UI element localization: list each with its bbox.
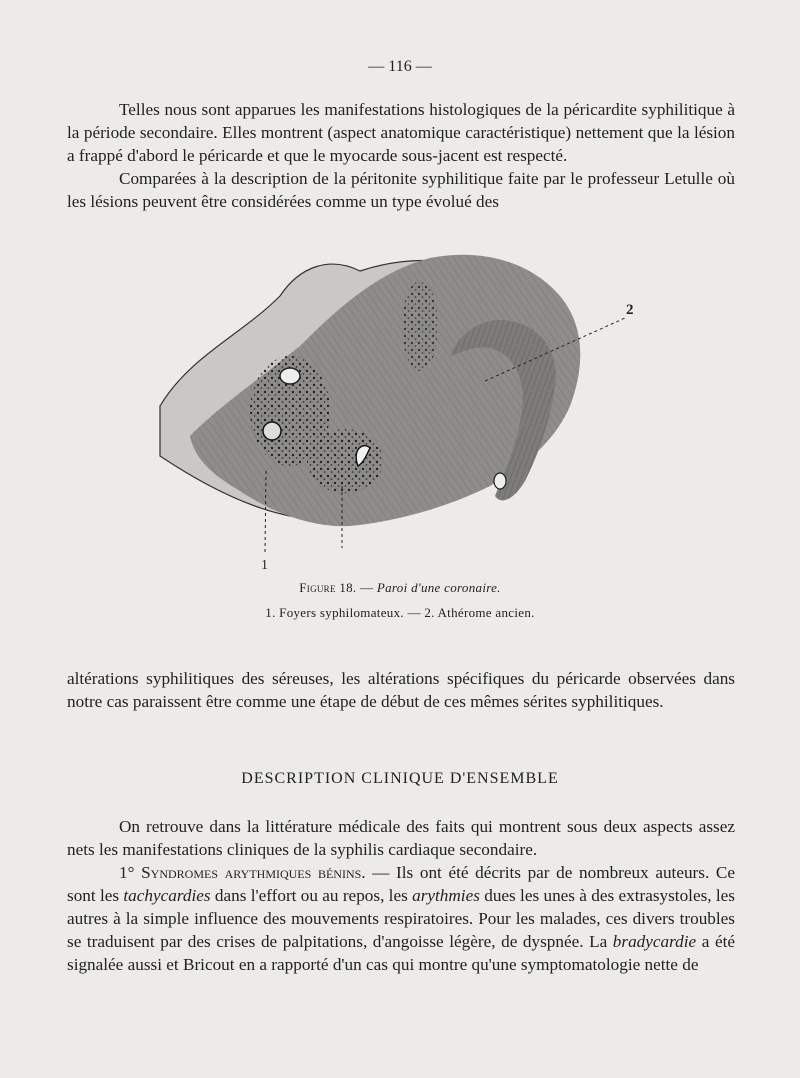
emphasis: tachycardies: [123, 886, 211, 905]
figure-caption-title: Paroi d'une coronaire.: [376, 580, 501, 595]
page-number: — 116 —: [368, 58, 432, 75]
subsection-title: Syndromes arythmiques bénins.: [141, 863, 366, 882]
figure-legend: 1. Foyers syphilomateux. — 2. Athérome ancien.: [265, 605, 535, 620]
paragraph: altérations syphilitiques des séreuses, les altérations spécifiques du péricarde observées dans notre cas paraissent être comme une étape de début de ces mêmes sérites syphilitiques.: [67, 669, 735, 711]
figure-label-1: 1: [261, 558, 268, 571]
section-number: 1°: [119, 863, 135, 882]
histology-figure: [130, 236, 670, 571]
emphasis: arythmies: [412, 886, 480, 905]
syphilomatous-focus: [402, 281, 438, 371]
figure-label-2: 2: [626, 302, 634, 318]
figure-caption-dash: —: [356, 580, 377, 595]
text-run: a été signalée aussi et Bricout en a rapporté d'un cas qui montre qu'une symptomatologie nette de: [67, 932, 735, 974]
paragraph: On retrouve dans la littérature médicale des faits qui montrent sous deux aspects assez nets les manifestations cliniques de la syphilis cardiaque secondaire.: [67, 817, 735, 859]
paragraph-arrhythmia: [67, 861, 735, 976]
text-run: dans l'effort ou au repos, les: [210, 886, 413, 905]
text-block-top: [67, 98, 735, 213]
paragraph: Comparées à la description de la péritonite syphilitique faite par le professeur Letulle où les lésions peuvent être considérées comme un type évolué des: [67, 169, 735, 211]
vessel-lumen: [494, 473, 506, 489]
paragraph: Telles nous sont apparues les manifestations histologiques de la péricardite syphilitique à la période secondaire. Elles montrent (aspect anatomique caractéristique) nettement que la lésion a frappé d'abord le péricarde et que le myocarde sous-jacent est respecté.: [67, 100, 735, 165]
vessel-lumen: [280, 368, 300, 384]
text-block-bottom: [67, 815, 735, 976]
vessel-lumen: [263, 422, 281, 440]
text-run: dues les unes à des extrasystoles, les autres à la simple influence des mouvements respiratoires. Pour les malades, ces divers troubles se traduisent par des crises de palpitations, d'angoisse légère, de dyspnée. La: [67, 886, 735, 951]
text-run: — Ils ont été décrits par de nombreux auteurs. Ce sont les: [67, 863, 735, 905]
emphasis: bradycardie: [612, 932, 697, 951]
section-heading: DESCRIPTION CLINIQUE D'ENSEMBLE: [241, 770, 559, 787]
figure-caption: [0, 580, 800, 596]
syphilomatous-focus: [307, 429, 383, 493]
text-block-middle: [67, 667, 735, 713]
figure-caption-prefix: Figure 18.: [299, 580, 357, 595]
